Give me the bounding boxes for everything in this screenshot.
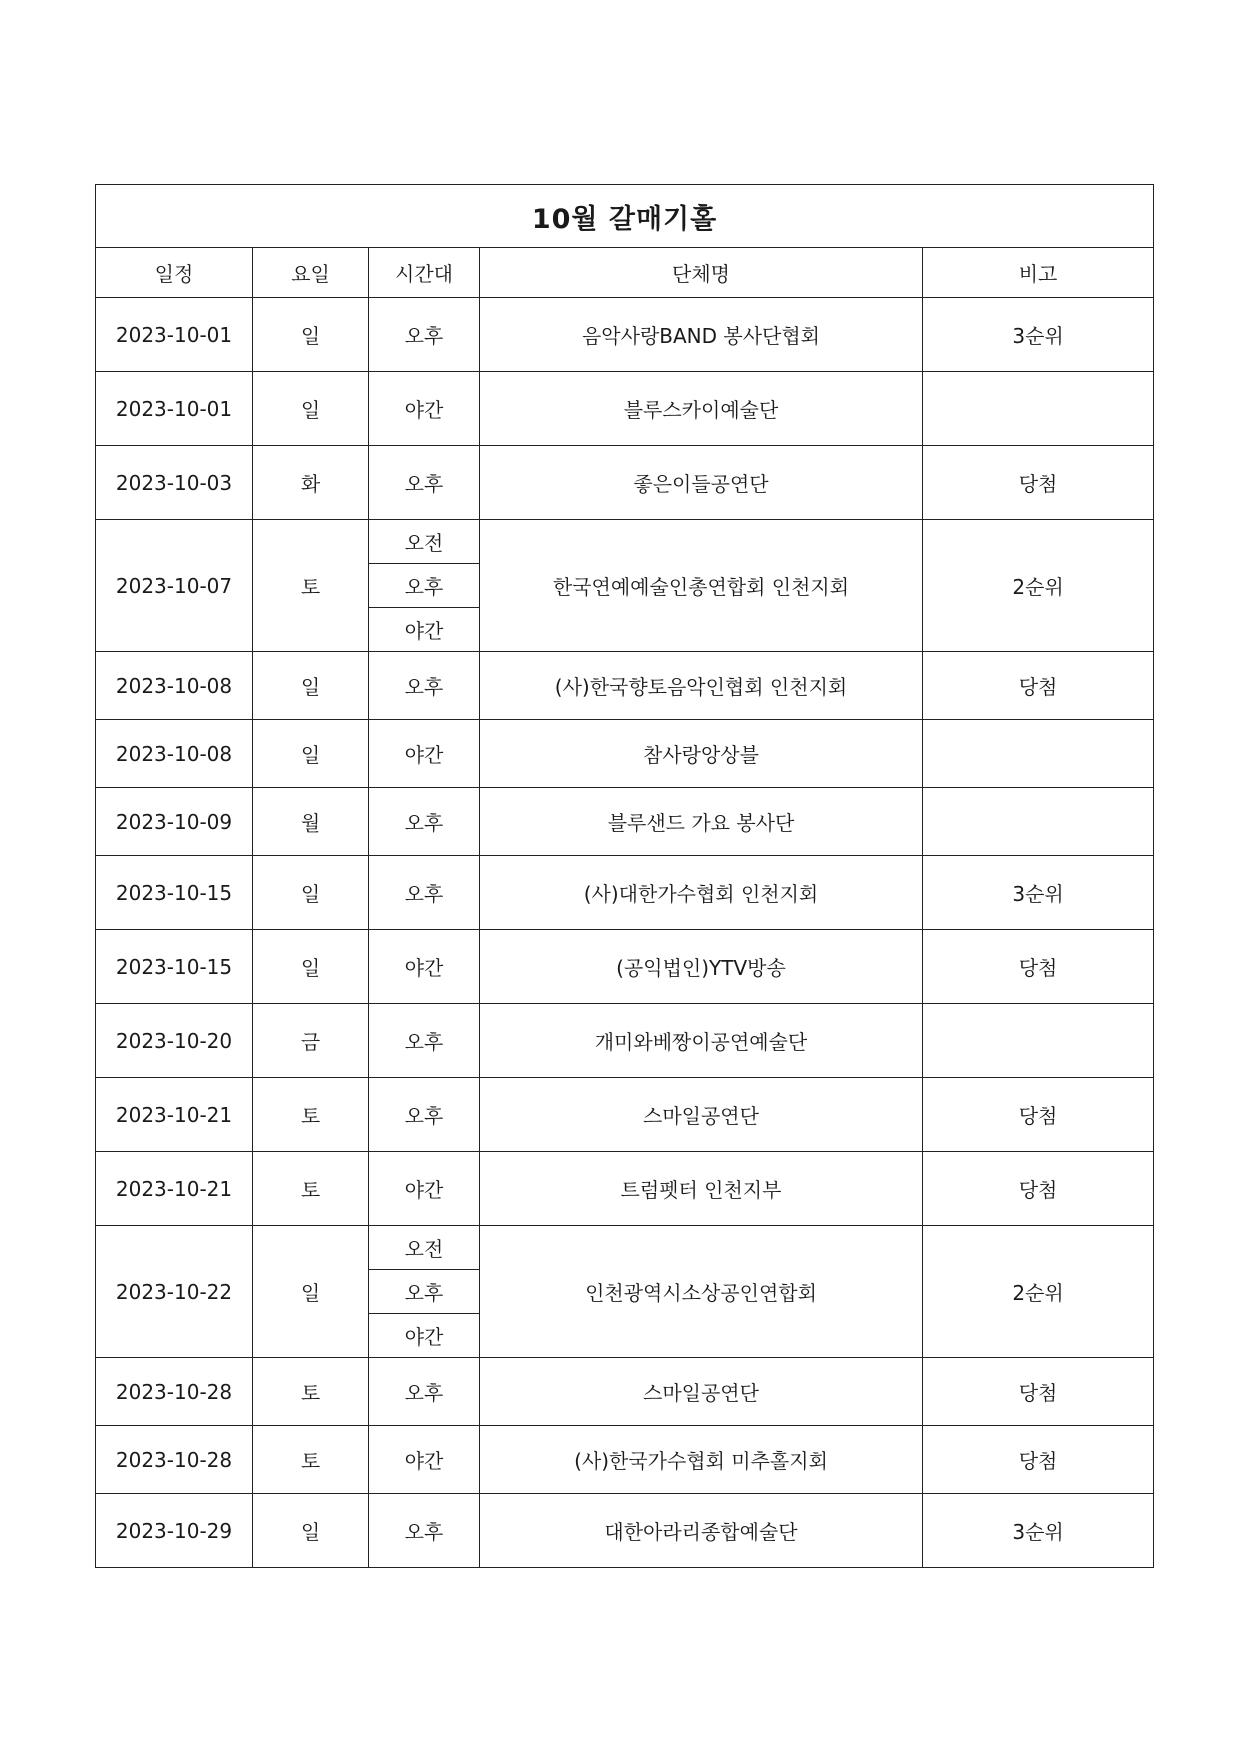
cell-date: 2023-10-28 xyxy=(96,1426,253,1494)
cell-time: 오후 xyxy=(369,788,480,856)
cell-note xyxy=(923,1004,1154,1078)
table-row xyxy=(96,1426,1154,1494)
cell-time: 야간 xyxy=(369,1426,480,1494)
cell-org: (사)한국가수협회 미추홀지회 xyxy=(480,1426,923,1494)
cell-org: 좋은이들공연단 xyxy=(480,446,923,520)
table-row xyxy=(96,1004,1154,1078)
cell-time: 오후 xyxy=(369,1004,480,1078)
cell-org: 인천광역시소상공인연합회 xyxy=(480,1226,923,1358)
cell-date: 2023-10-21 xyxy=(96,1152,253,1226)
table-row xyxy=(96,788,1154,856)
cell-date: 2023-10-22 xyxy=(96,1226,253,1358)
cell-org: 스마일공연단 xyxy=(480,1358,923,1426)
table-row xyxy=(96,298,1154,372)
table-row xyxy=(96,1494,1154,1568)
table-body xyxy=(96,298,1154,1568)
cell-date: 2023-10-01 xyxy=(96,298,253,372)
cell-note: 3순위 xyxy=(923,298,1154,372)
table-row xyxy=(96,520,1154,564)
cell-day: 월 xyxy=(253,788,369,856)
cell-day: 일 xyxy=(253,930,369,1004)
cell-note: 2순위 xyxy=(923,1226,1154,1358)
cell-day: 일 xyxy=(253,720,369,788)
cell-date: 2023-10-03 xyxy=(96,446,253,520)
cell-date: 2023-10-08 xyxy=(96,720,253,788)
cell-org: 스마일공연단 xyxy=(480,1078,923,1152)
cell-day: 토 xyxy=(253,1078,369,1152)
cell-day: 일 xyxy=(253,298,369,372)
cell-time: 오후 xyxy=(369,1270,480,1314)
cell-day: 일 xyxy=(253,652,369,720)
cell-time: 야간 xyxy=(369,372,480,446)
cell-date: 2023-10-29 xyxy=(96,1494,253,1568)
cell-note: 3순위 xyxy=(923,1494,1154,1568)
schedule-table xyxy=(95,184,1154,1568)
table-row xyxy=(96,372,1154,446)
cell-date: 2023-10-15 xyxy=(96,930,253,1004)
cell-date: 2023-10-15 xyxy=(96,856,253,930)
table-row xyxy=(96,720,1154,788)
cell-time: 오전 xyxy=(369,1226,480,1270)
cell-date: 2023-10-20 xyxy=(96,1004,253,1078)
header-org: 단체명 xyxy=(480,248,923,298)
header-row xyxy=(96,248,1154,298)
cell-day: 토 xyxy=(253,1152,369,1226)
cell-org: (공익법인)YTV방송 xyxy=(480,930,923,1004)
table-row xyxy=(96,856,1154,930)
cell-day: 토 xyxy=(253,1426,369,1494)
cell-note xyxy=(923,372,1154,446)
table-row xyxy=(96,1226,1154,1270)
cell-note xyxy=(923,788,1154,856)
cell-note: 2순위 xyxy=(923,520,1154,652)
cell-org: 한국연예예술인총연합회 인천지회 xyxy=(480,520,923,652)
cell-note: 당첨 xyxy=(923,930,1154,1004)
cell-org: 개미와베짱이공연예술단 xyxy=(480,1004,923,1078)
table-row xyxy=(96,1152,1154,1226)
cell-time: 야간 xyxy=(369,608,480,652)
header-time: 시간대 xyxy=(369,248,480,298)
header-date: 일정 xyxy=(96,248,253,298)
cell-time: 오전 xyxy=(369,520,480,564)
table-row xyxy=(96,930,1154,1004)
cell-note: 당첨 xyxy=(923,1078,1154,1152)
table-row xyxy=(96,446,1154,520)
cell-org: 트럼펫터 인천지부 xyxy=(480,1152,923,1226)
cell-day: 일 xyxy=(253,372,369,446)
cell-time: 오후 xyxy=(369,1358,480,1426)
cell-time: 오후 xyxy=(369,1494,480,1568)
cell-time: 야간 xyxy=(369,930,480,1004)
cell-day: 일 xyxy=(253,856,369,930)
cell-day: 토 xyxy=(253,1358,369,1426)
cell-day: 금 xyxy=(253,1004,369,1078)
cell-org: 대한아라리종합예술단 xyxy=(480,1494,923,1568)
cell-note: 당첨 xyxy=(923,1152,1154,1226)
table-row xyxy=(96,1078,1154,1152)
cell-day: 토 xyxy=(253,520,369,652)
cell-day: 화 xyxy=(253,446,369,520)
cell-date: 2023-10-28 xyxy=(96,1358,253,1426)
cell-time: 야간 xyxy=(369,720,480,788)
cell-org: (사)한국향토음악인협회 인천지회 xyxy=(480,652,923,720)
cell-note: 당첨 xyxy=(923,1426,1154,1494)
cell-org: 블루스카이예술단 xyxy=(480,372,923,446)
schedule-sheet xyxy=(95,184,1153,1568)
cell-time: 야간 xyxy=(369,1152,480,1226)
cell-org: (사)대한가수협회 인천지회 xyxy=(480,856,923,930)
cell-time: 오후 xyxy=(369,856,480,930)
table-title: 10월 갈매기홀 xyxy=(96,185,1154,248)
cell-date: 2023-10-09 xyxy=(96,788,253,856)
cell-note: 당첨 xyxy=(923,652,1154,720)
header-day: 요일 xyxy=(253,248,369,298)
cell-note: 당첨 xyxy=(923,1358,1154,1426)
cell-date: 2023-10-21 xyxy=(96,1078,253,1152)
cell-org: 블루샌드 가요 봉사단 xyxy=(480,788,923,856)
cell-time: 오후 xyxy=(369,652,480,720)
header-note: 비고 xyxy=(923,248,1154,298)
cell-time: 야간 xyxy=(369,1314,480,1358)
cell-note: 3순위 xyxy=(923,856,1154,930)
cell-date: 2023-10-08 xyxy=(96,652,253,720)
cell-time: 오후 xyxy=(369,298,480,372)
table-row xyxy=(96,652,1154,720)
cell-day: 일 xyxy=(253,1226,369,1358)
cell-org: 참사랑앙상블 xyxy=(480,720,923,788)
cell-date: 2023-10-07 xyxy=(96,520,253,652)
table-row xyxy=(96,1358,1154,1426)
cell-org: 음악사랑BAND 봉사단협회 xyxy=(480,298,923,372)
cell-time: 오후 xyxy=(369,564,480,608)
cell-day: 일 xyxy=(253,1494,369,1568)
cell-time: 오후 xyxy=(369,446,480,520)
cell-note xyxy=(923,720,1154,788)
cell-time: 오후 xyxy=(369,1078,480,1152)
cell-note: 당첨 xyxy=(923,446,1154,520)
cell-date: 2023-10-01 xyxy=(96,372,253,446)
